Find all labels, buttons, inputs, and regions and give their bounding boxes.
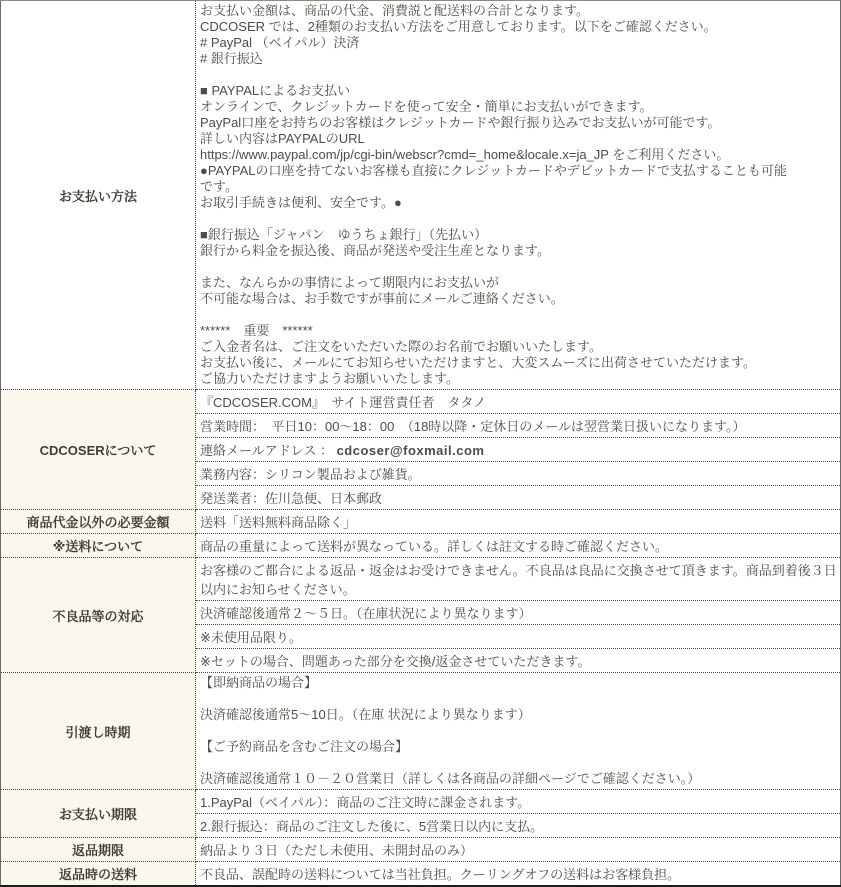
delivery-line: 【即納商品の場合】 <box>200 675 318 690</box>
payment-line: オンラインで、クレジットカードを使って安全・簡単にお支払いができます。 <box>200 99 653 114</box>
delivery-time-cell <box>196 673 841 790</box>
payment-line: お支払い金額は、商品の代金、消費説と配送料の合計となります。 <box>200 3 589 18</box>
section-return-shipping <box>1 862 841 887</box>
return-shipping-cell: 不良品、誤配時の送料については当社負担。クーリングオフの送料はお客様負担。 <box>196 862 841 887</box>
payment-line: # 銀行振込 <box>200 51 263 66</box>
extra-fees-cell: 送料「送料無料商品除く」 <box>196 510 841 534</box>
section-defective <box>1 558 841 601</box>
defective-policy-cell: お客様のご都合による返品・返金はお受けできません。不良品は良品に交換させて頂きます。商品到着後３日以内にお知らせください。 <box>196 558 841 601</box>
payment-deadline-bank-cell: 2.銀行振込：商品のご注文した後に、5営業日以内に支払。 <box>196 814 841 838</box>
payment-line: CDCOSER では、2種類のお支払い方法をご用意しております。以下をご確認ください。 <box>200 19 717 34</box>
payment-line: 不可能な場合は、お手数ですが事前にメールご連絡ください。 <box>200 291 564 306</box>
payment-line: お支払い後に、メールにてお知らせいただけますと、大変スムーズに出荷させていただけます。 <box>200 355 757 370</box>
section-payment-method <box>1 1 841 390</box>
section-delivery-time <box>1 673 841 790</box>
blank-line <box>200 67 838 83</box>
delivery-line: 決済確認後通常１０－２０営業日（詳しくは各商品の詳細ページでご確認ください。） <box>200 771 701 786</box>
bank-transfer-heading: ■銀行振込「ジャパン ゆうちょ銀行」（先払い） <box>200 227 488 242</box>
contact-email-label: 連絡メールアドレス ： <box>200 443 337 458</box>
row-header-extra-fees: 商品代金以外の必要金額 <box>1 510 196 534</box>
delivery-line: 【ご予約商品を含むご注文の場合】 <box>200 739 409 754</box>
payment-line: ご協力いただけますようお願いいたします。 <box>200 371 459 386</box>
defective-set-policy-cell: ※セットの場合、問題あった部分を交換/返金させていただきます。 <box>196 649 841 673</box>
about-business-hours-cell: 営業時間： 平日10：00～18：00 （18時以降・定休日のメールは翌営業日扱いになります。） <box>196 414 841 438</box>
defective-unused-only-cell: ※未使用品限り。 <box>196 625 841 649</box>
payment-method-cell <box>196 1 841 390</box>
about-shipping-carrier-cell: 発送業者：佐川急便、日本郵政 <box>196 486 841 510</box>
delivery-line: 決済確認後通常5～10日。（在庫 状況により異なります） <box>200 707 531 722</box>
section-extra-fees <box>1 510 841 534</box>
payment-line: PayPal口座をお持ちのお客様はクレジットカードや銀行振り込みでお支払いが可能です。 <box>200 115 721 130</box>
blank-line <box>200 691 838 707</box>
defective-exchange-time-cell: 決済確認後通常２～５日。（在庫状況により異なります） <box>196 601 841 625</box>
payment-line: お取引手続きは便利、安全です。● <box>200 195 402 210</box>
row-header-shipping-note: ※送料について <box>1 534 196 558</box>
section-about <box>1 390 841 414</box>
blank-line <box>200 211 838 227</box>
shipping-note-cell: 商品の重量によって送料が異なっている。詳しくは註文する時ご確認ください。 <box>196 534 841 558</box>
about-site-operator-cell: 『CDCOSER.COM』 サイト運営責任者 タタノ <box>196 390 841 414</box>
paypal-section-heading: ■ PAYPALによるお支払い <box>200 83 351 98</box>
payment-line: 銀行から料金を振込後、商品が発送や受注生産となります。 <box>200 243 550 258</box>
section-return-deadline <box>1 838 841 862</box>
payment-line: ●PAYPALの口座を持てないお客様も直接にクレジットカードやデビットカードで支払することも可能 <box>200 163 787 178</box>
blank-line <box>200 723 838 739</box>
payment-line: # PayPal （ベイパル）決済 <box>200 35 360 50</box>
row-header-return-deadline: 返品期限 <box>1 838 196 862</box>
section-shipping-note <box>1 534 841 558</box>
section-payment-deadline <box>1 790 841 814</box>
return-deadline-cell: 納品より３日（ただし未使用、未開封品のみ） <box>196 838 841 862</box>
row-header-delivery-time: 引渡し時期 <box>1 673 196 790</box>
payment-deadline-paypal-cell: 1.PayPal（ベイパル）：商品のご注文時に課金されます。 <box>196 790 841 814</box>
row-header-payment-method: お支払い方法 <box>1 1 196 390</box>
blank-line <box>200 259 838 275</box>
blank-line <box>200 307 838 323</box>
row-header-defective: 不良品等の対応 <box>1 558 196 673</box>
payment-line: 詳しい内容はPAYPALのURL <box>200 131 365 146</box>
row-header-about: CDCOSERについて <box>1 390 196 510</box>
row-header-return-shipping: 返品時の送料 <box>1 862 196 887</box>
blank-line <box>200 755 838 771</box>
important-heading: ****** 重要 ****** <box>200 323 313 338</box>
payment-line: です。 <box>200 179 238 194</box>
paypal-url-line: https://www.paypal.com/jp/cgi-bin/webscr?cmd=_home&locale.x=ja_JP をご利用ください。 <box>200 147 730 162</box>
contact-email-value: cdcoser@foxmail.com <box>336 443 485 458</box>
about-contact-email-cell <box>196 438 841 462</box>
row-header-payment-deadline: お支払い期限 <box>1 790 196 838</box>
payment-line: また、なんらかの事情によって期限内にお支払いが <box>200 275 500 290</box>
payment-line: ご入金者名は、ご注文をいただいた際のお名前でお願いいたします。 <box>200 339 602 354</box>
about-business-content-cell: 業務内容：シリコン製品および雑貨。 <box>196 462 841 486</box>
